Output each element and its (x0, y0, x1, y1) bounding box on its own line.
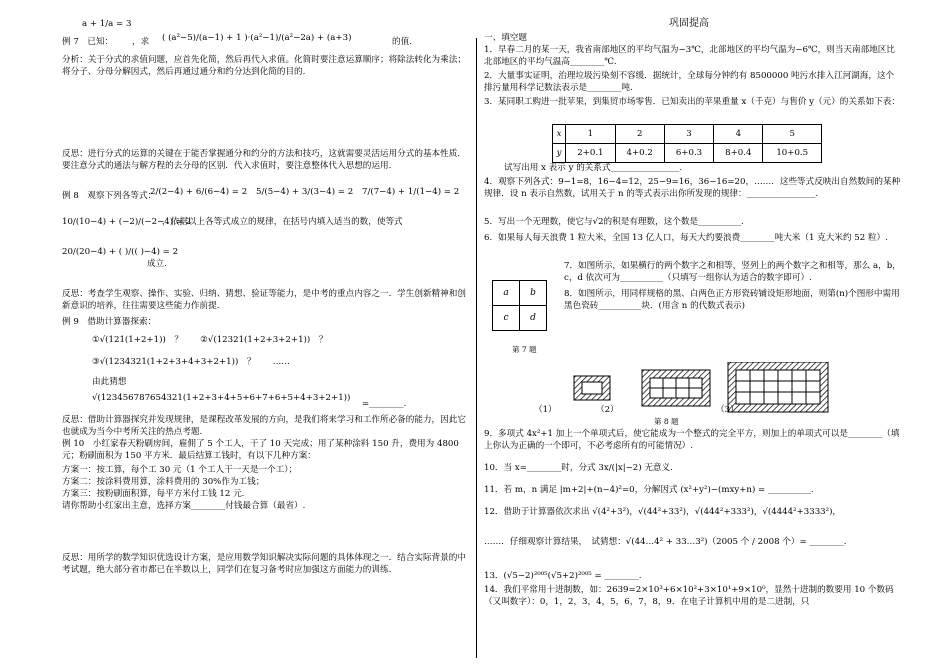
fig8-shape-3 (728, 362, 828, 412)
question-6: 6．如果每人每天浪费 1 粒大米，全国 13 亿人口，每天大约要浪费________吨大米（1 克大米约 52 粒）. (484, 233, 888, 243)
question-3: 3．某同职工购进一批苹果，到集贸市场零售．已知卖出的苹果重量 x（千克）与售价 y（元）的关系如下表： (484, 97, 900, 107)
table-cell: 5 (763, 125, 822, 144)
ex8-eq5: 20/(20−4) + ( )/(( )−4) = 2 (62, 247, 179, 257)
fig8-label-3: （3） (716, 405, 739, 415)
ex10-problem: 例 10 小红家春天粉刷房间，雇佣了 5 个工人，干了 10 天完成；用了某种涂料 150 升，费用为 4800 元；粉刷面积为 150 平方米．最后结算工钱时，有以下几种方案： (62, 439, 459, 461)
ex7-tail: 的值. (392, 37, 412, 47)
table-cell: y (553, 144, 566, 163)
ex8-lead: 例 8 观察下列各等式： (62, 191, 157, 201)
ex9-row3-answer: =________. (362, 399, 407, 409)
fig7-caption: 第 7 题 (512, 345, 537, 354)
section-title: 巩固提高 (669, 18, 709, 29)
q3-end: 试写出用 x 表示 y 的关系式________________. (504, 163, 683, 173)
question-8: 8．如图所示，用同样规格的黑、白两色正方形瓷砖铺设矩形地面，则第(n)个图形中需用黑色瓷砖__________块．(用含 n 的代数式表示) (564, 289, 900, 311)
section-fill-blank: 一、填空题 (484, 33, 527, 43)
question-4: 4．观察下列各式：9−1=8，16−4=12，25−9=16，36−16=20，……．这些等式反映出自然数间的某种规律．设 n 表示自然数，试用关于 n 的等式表示出你所发现的规律：________________. (484, 177, 901, 199)
ex8-eq4: 10/(10−4) + (−2)/(−2−4) = 2 (62, 217, 192, 227)
fig8-caption: 第 8 题 (654, 417, 679, 426)
fig8-label-1: （1） (534, 405, 557, 415)
table-cell: 2+0.1 (566, 144, 615, 163)
ex9-row3: √(123456787654321(1+2+3+4+5+6+7+6+5+4+3+2+1)) (92, 393, 351, 403)
q3-table-row (553, 144, 822, 163)
fig8-shape-1 (574, 376, 610, 400)
question-13: 13．(√5−2)²⁰⁰⁵(√5+2)²⁰⁰⁵ = ________. (484, 571, 642, 581)
q3-table (552, 124, 822, 163)
grid-cell-a: a (493, 281, 520, 306)
ex8-eq1: 2/(2−4) + 6/(6−4) = 2 (150, 187, 248, 197)
table-cell: 4 (714, 125, 763, 144)
table-cell: 4+0.2 (615, 144, 664, 163)
question-12-guess: ……．仔细观察计算结果， 试猜想：√(44…4² + 33…3²)（2005 个 / 2008 个）= ________. (484, 537, 847, 547)
question-7: 7．如图所示，如果横行的两个数字之和相等，竖列上的两个数字之和相等，那么 a，b，c，d 依次可为__________（只填写一组你认为适合的数字即可）. (564, 261, 901, 283)
question-9: 9．多项式 4x²+1 加上一个单项式后，使它能成为一个整式的完全平方，则加上的单项式可以是________（填上你认为正确的一个即可，不必考虑所有的可能情况）. (484, 429, 900, 451)
ex7-reflection: 反思：进行分式的运算的关键在于能否掌握通分和约分的方法和技巧，这就需要灵活运用分式的基本性质．要注意分式的通法与解方程的去分母的区别．代入求值时，要注意整体代入思想的运用. (62, 149, 466, 171)
ex8-end: 成立. (147, 259, 167, 269)
question-2: 2．大量事实证明，治理垃圾污染刻不容缓．据统计，全球每分钟约有 8500000 吨污水排入江河湖海，这个排污量用科学记数法表示是________吨. (484, 71, 895, 93)
question-10: 10．当 x=________时，分式 3x/(|x|−2) 无意义. (484, 463, 673, 473)
q3-table-head (553, 125, 822, 144)
ex7-task: ，求 (132, 37, 150, 47)
ex9-guess: 由此猜想 (92, 377, 127, 387)
ex7-expression: ( (a²−5)/(a−1) + 1 )·(a²−1)/(a²−2a) + (a+3) (162, 33, 352, 43)
ex10-question: 请你帮助小红家出主意，选择方案________付钱最合算（最省）. (62, 501, 306, 511)
table-cell: 10+0.5 (763, 144, 822, 163)
ex10-plan3: 方案三：按粉刷面积算，每平方米付工钱 12 元. (62, 489, 245, 499)
ex9-row1: ①√(121(1+2+1)) ？ ②√(12321(1+2+3+2+1)) ？ (92, 335, 328, 345)
question-1: 1．早春二月的某一天，我省南部地区的平均气温为−3℃，北部地区的平均气温为−6℃，则当天南部地区比北部地区的平均气温高________℃. (484, 45, 895, 67)
ex7-condition: a + 1/a = 3 (82, 19, 132, 29)
grid-cell-b: b (520, 281, 547, 306)
question-14: 14．我们平常用十进制数，如：2639=2×10³+6×10²+3×10¹+9×10⁰，显然十进制的数要用 10 个数码（又叫数字）：0，1，2，3，4，5，6，7，8，9．在电子计算机中用的是二进制，只 (484, 585, 894, 607)
table-cell: 6+0.3 (664, 144, 713, 163)
grid-cell-c: c (493, 306, 520, 331)
ex9-lead: 例 9 借助计算器探索： (62, 317, 157, 327)
table-cell: 2 (615, 125, 664, 144)
ex8-reflection: 反思：考查学生观察、操作、实验、归纳、猜想、验证等能力，是中考的重点内容之一．学生创新精神和创新意识的培养，往往需要这些能力作前提. (62, 289, 466, 311)
question-12: 12．借助于计算器依次求出 √(4²+3²)，√(44²+33²)，√(444²+333²)，√(4444²+3333²)， (484, 507, 842, 517)
ex10-plan1: 方案一：按工算，每个工 30 元（1 个工人干一天是一个工）； (62, 465, 298, 475)
ex8-eq2: 5/(5−4) + 3/(3−4) = 2 (256, 187, 354, 197)
column-divider (476, 38, 477, 658)
ex7-lead: 例 7 已知： (62, 37, 114, 47)
question-11: 11．若 m，n 满足 |m+2|+(n−4)²=0，分解因式 (x²+y²)−(mxy+n) = __________. (484, 485, 814, 495)
table-cell: 1 (566, 125, 615, 144)
ex10-plan2: 方案二：按涂料费用算，涂料费用的 30%作为工钱； (62, 477, 265, 487)
ex10-reflection: 反思：用所学的数学知识优选设计方案，是应用数学知识解决实际问题的具体体现之一．结合实际背景的中考试题，绝大部分省市都已在半数以上，同学们在复习备考时应加强这方面能力的训练. (62, 553, 466, 575)
ex7-analysis: 分析：关于分式的求值问题，应首先化简，然后再代入求值。化简时要注意运算顺序；将除法转化为乘法；将分子、分母分解因式，然后再通过通分和约分达到化简的目的. (62, 55, 466, 77)
question-5: 5．写出一个无理数，使它与√2的积是有理数，这个数是__________. (484, 217, 744, 227)
ex8-eq3: 7/(7−4) + 1/(1−4) = 2 (362, 187, 460, 197)
q7-grid (492, 280, 547, 331)
grid-cell-d: d (520, 306, 547, 331)
ex8-mid: ，依据以上各等式成立的规律，在括号内填入适当的数，使等式 (162, 217, 403, 227)
fig8-shape-2 (642, 370, 710, 406)
table-cell: x (553, 125, 566, 144)
table-cell: 8+0.4 (714, 144, 763, 163)
ex9-row2: ③√(1234321(1+2+3+4+3+2+1)) ？ …… (92, 357, 290, 367)
table-cell: 3 (664, 125, 713, 144)
fig8-label-2: （2） (596, 405, 619, 415)
ex9-reflection: 反思：借助计算器探究并发现规律，是课程改革发展的方向，是我们将来学习和工作所必备的能力，因此它也就成为当今中考所关注的热点考题. (62, 415, 466, 437)
